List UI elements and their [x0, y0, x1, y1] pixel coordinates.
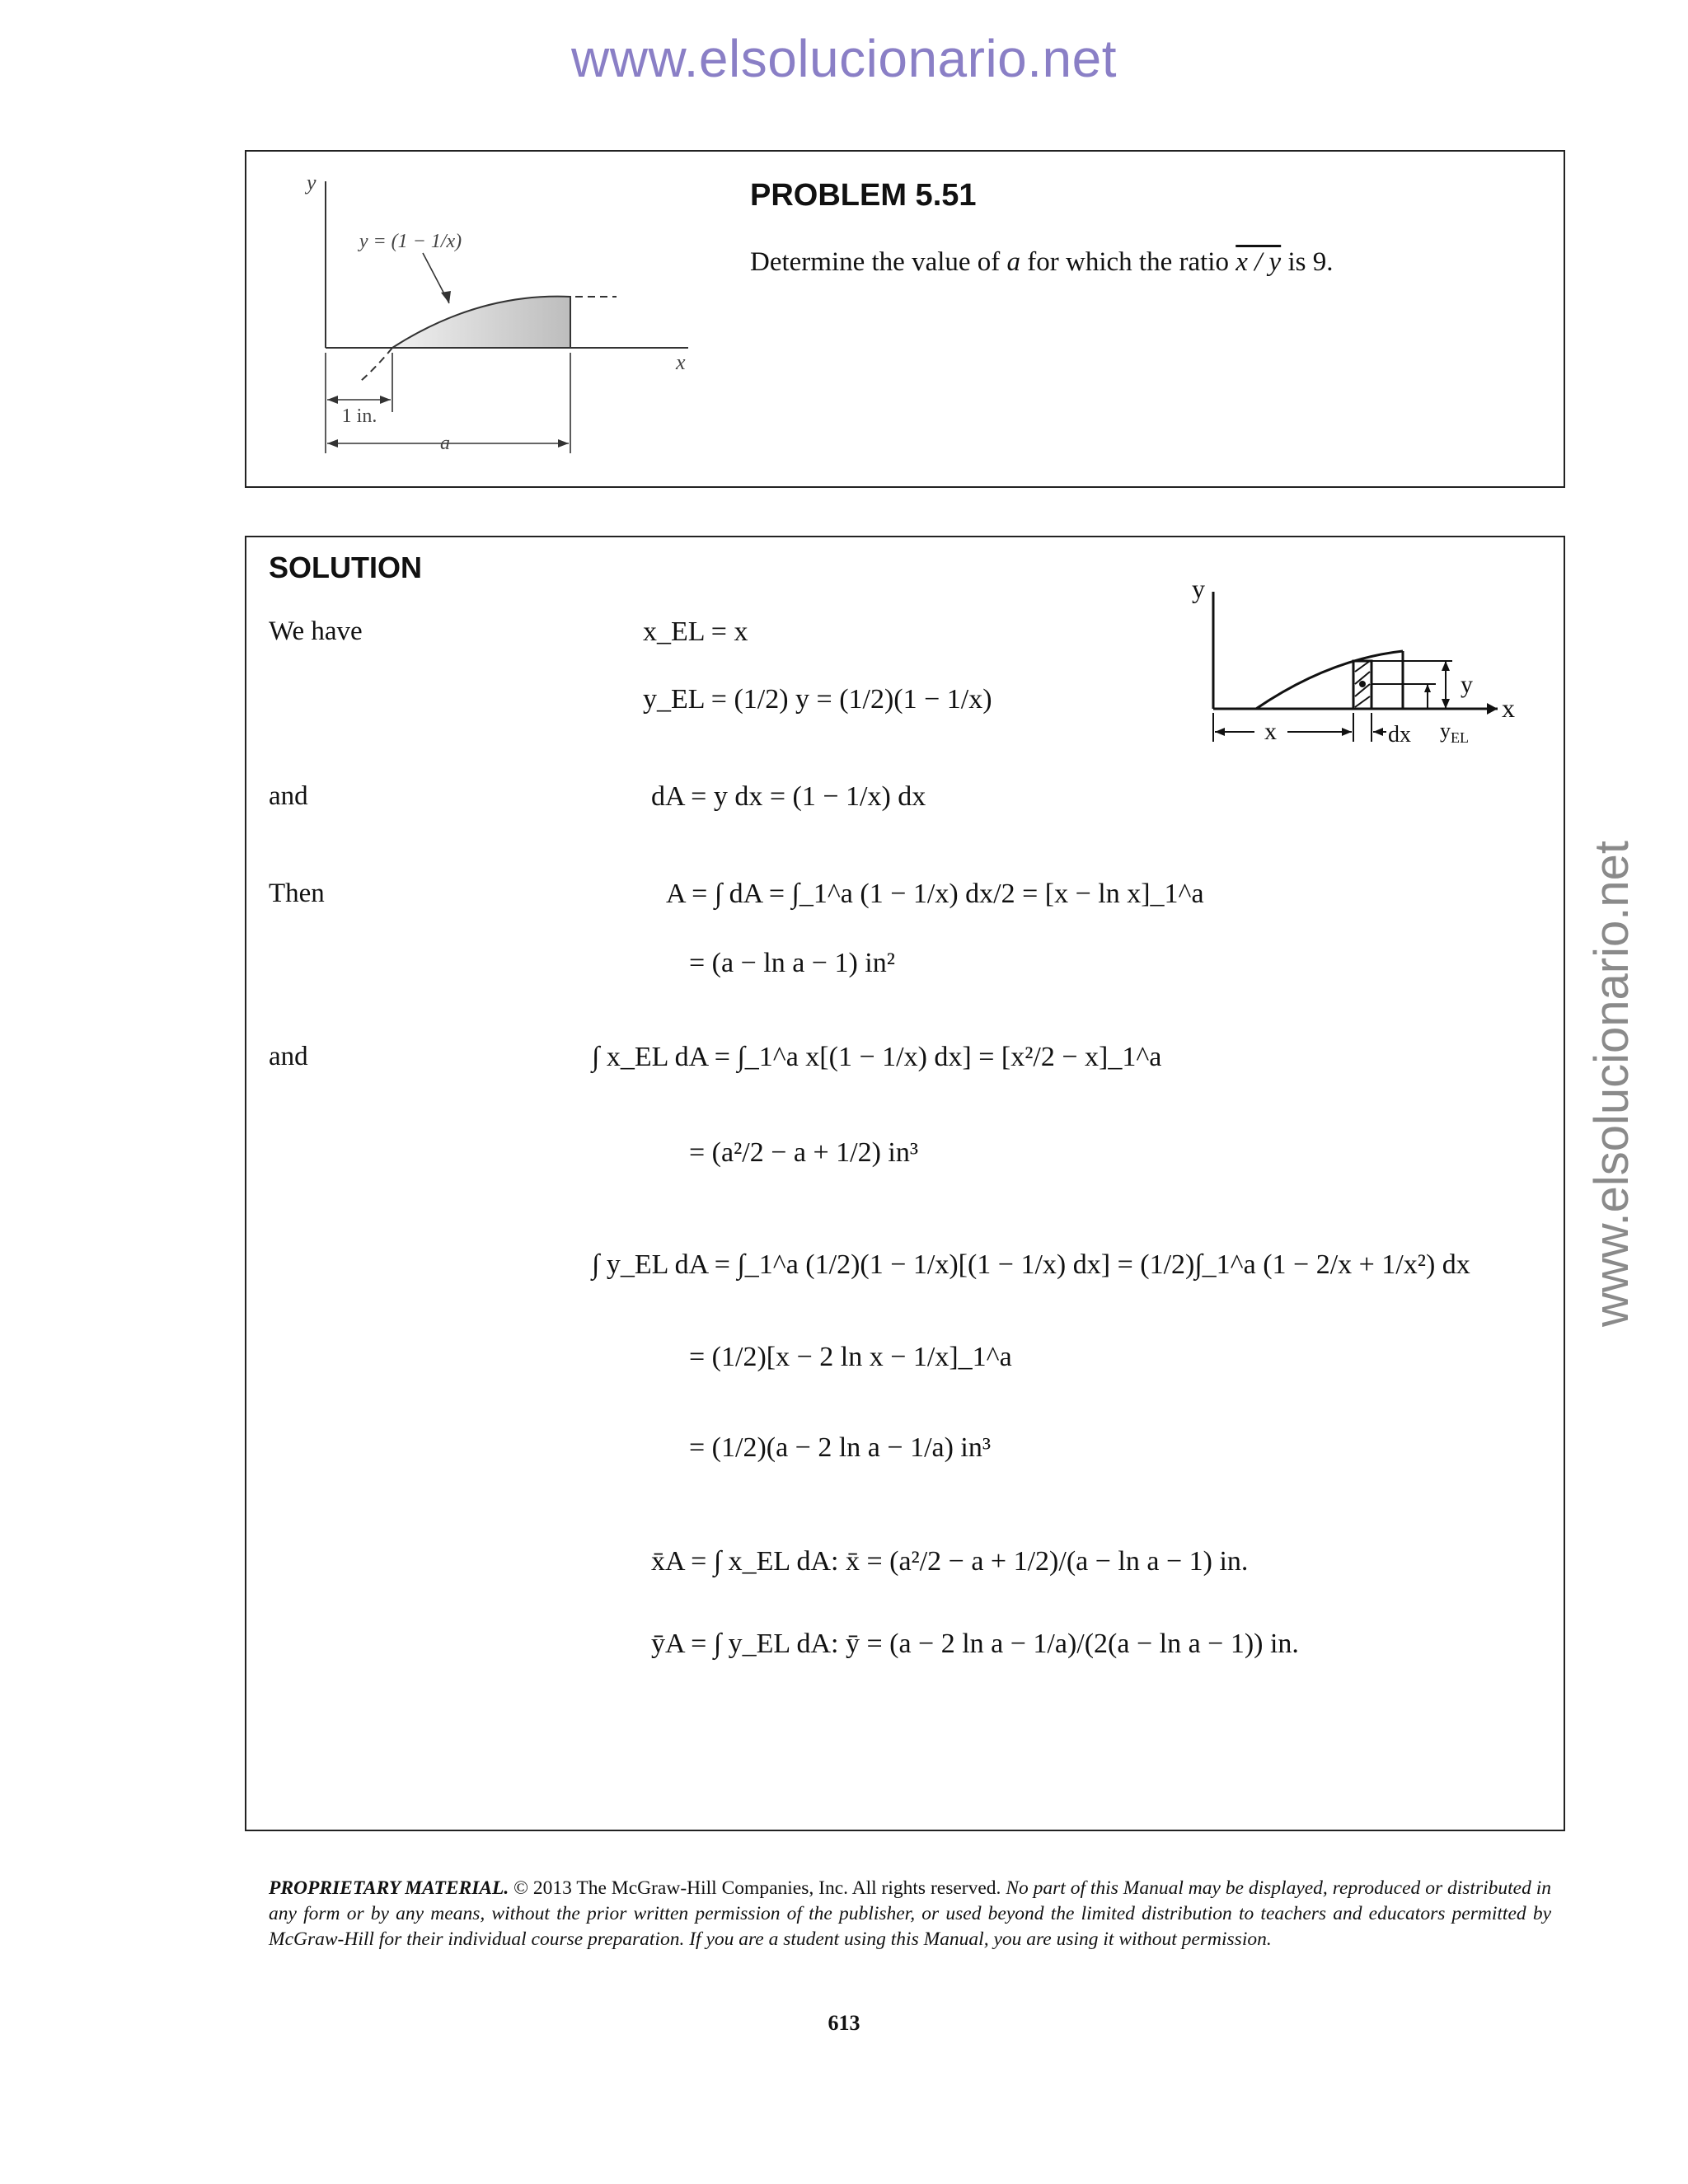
statement-ratio: x / y [1236, 247, 1282, 277]
eq-Qy3: = (1/2)(a − 2 ln a − 1/a) in³ [689, 1432, 992, 1463]
problem-title: PROBLEM 5.51 [750, 178, 977, 213]
label-then: Then [269, 879, 325, 908]
solution-title: SOLUTION [269, 551, 422, 584]
fig-dim-1: 1 in. [341, 405, 377, 427]
sketch-x-dim-label: x [1264, 718, 1277, 745]
statement-var: a [1006, 247, 1021, 277]
sketch-dx-label: dx [1388, 722, 1411, 748]
fig-y-axis-label: y [307, 171, 316, 194]
eq-ybar: ȳA = ∫ y_EL dA: ȳ = (a − 2 ln a − 1/a)/(2(a − ln a − 1)) in. [651, 1629, 1299, 1659]
fig-dim-a: a [440, 433, 450, 454]
sketch-x-axis-label: x [1502, 693, 1515, 723]
sketch-yel-sub: EL [1451, 729, 1469, 746]
label-and-1: and [269, 781, 308, 811]
sketch-y-label: y [1192, 574, 1205, 603]
sketch-ydim-label: y [1461, 671, 1473, 698]
problem-statement [750, 247, 1333, 278]
fig-curve-label: y = (1 − 1/x) [359, 231, 462, 252]
sketch-yel-y: y [1440, 719, 1451, 743]
statement-text: for which the ratio [1020, 247, 1236, 277]
eq-xbar: x̄A = ∫ x_EL dA: x̄ = (a²/2 − a + 1/2)/(a − ln a − 1) in. [651, 1546, 1249, 1577]
eq-A1: A = ∫ dA = ∫_1^a (1 − 1/x) dx/2 = [x − ln x]_1^a [666, 879, 1204, 909]
eq-Qy2: = (1/2)[x − 2 ln x − 1/x]_1^a [689, 1342, 1012, 1372]
eq-A2: = (a − ln a − 1) in² [689, 948, 895, 978]
watermark-top: www.elsolucionario.net [571, 29, 1117, 88]
problem-figure [272, 165, 717, 470]
eq-xel: x_EL = x [643, 616, 748, 647]
solution-sketch [1180, 569, 1543, 766]
eq-dA: dA = y dx = (1 − 1/x) dx [651, 781, 926, 812]
label-and-2: and [269, 1042, 308, 1071]
watermark-side: www.elsolucionario.net [1585, 841, 1639, 1327]
eq-Qy1: ∫ y_EL dA = ∫_1^a (1/2)(1 − 1/x)[(1 − 1/x) dx] = (1/2)∫_1^a (1 − 2/x + 1/x²) dx [592, 1249, 1470, 1280]
fig-x-axis-label: x [676, 350, 686, 374]
footer-copyright: © 2013 The McGraw-Hill Companies, Inc. All rights reserved. [509, 1877, 1001, 1899]
page-number: 613 [828, 2011, 860, 2035]
sketch-yel-label [1440, 719, 1469, 746]
statement-text: Determine the value of [750, 247, 1007, 277]
eq-Qx2: = (a²/2 − a + 1/2) in³ [689, 1137, 919, 1168]
footer-bold: PROPRIETARY MATERIAL. [269, 1877, 509, 1899]
label-we-have: We have [269, 616, 363, 646]
footer-italic: No part of this Manual may be displayed, reproduced or distributed in any form or by any means, without the prior written permission of the publisher, or used beyond the limited distribution to teachers and educators permitted by McGraw-Hill for their individual course preparation. If you are a student using this Manual, you are using it without permission. [269, 1877, 1552, 1950]
footer-notice [269, 1876, 1551, 1952]
statement-text: is 9. [1281, 247, 1334, 277]
eq-Qx1: ∫ x_EL dA = ∫_1^a x[(1 − 1/x) dx] = [x²/2 − x]_1^a [592, 1042, 1162, 1072]
eq-yel: y_EL = (1/2) y = (1/2)(1 − 1/x) [643, 684, 992, 715]
